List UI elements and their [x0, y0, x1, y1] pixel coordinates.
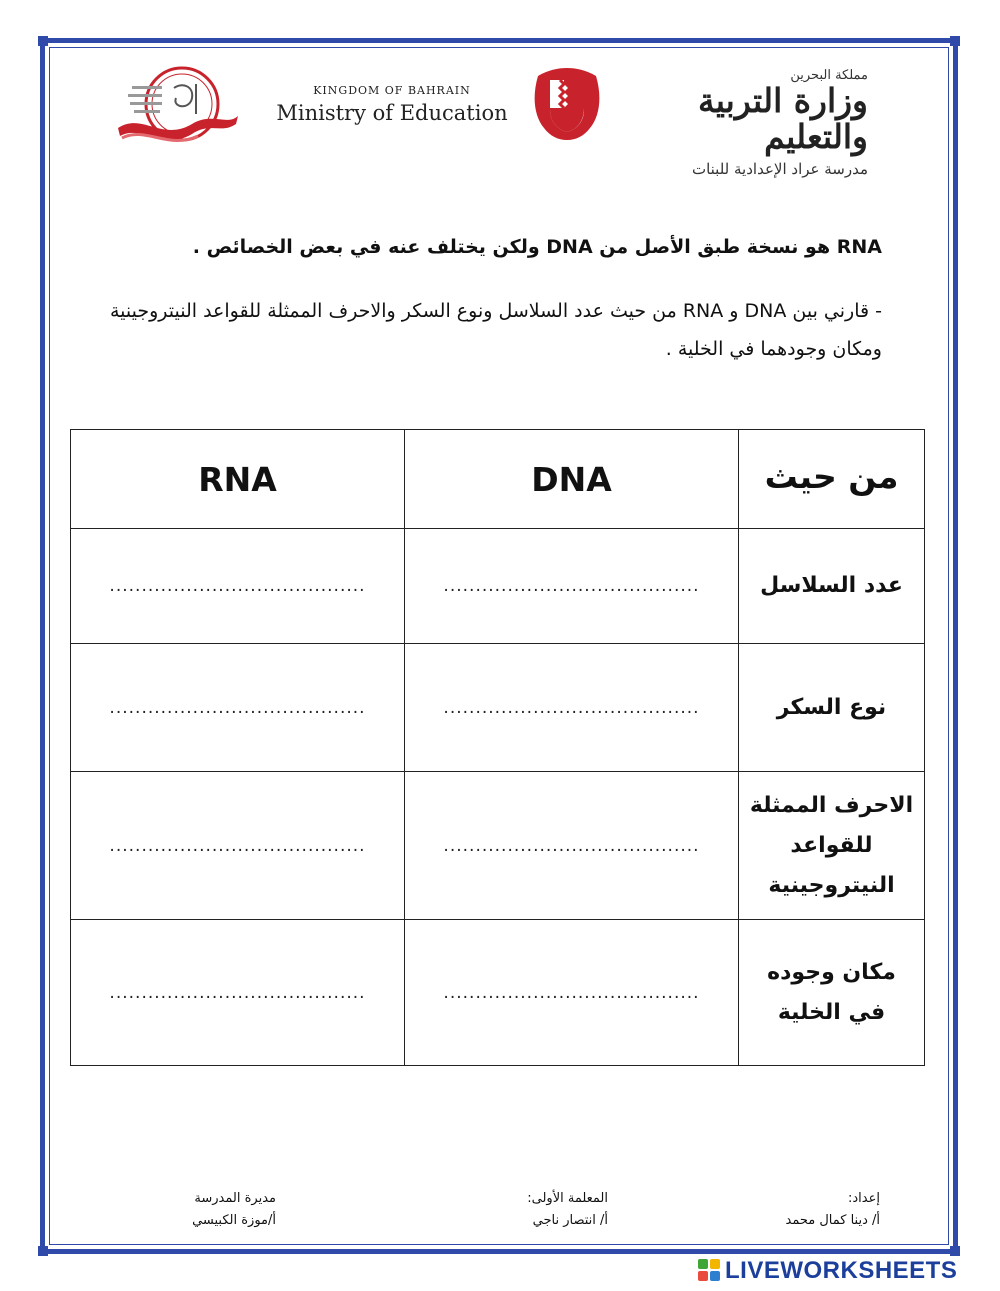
table-row [71, 644, 925, 772]
principal-label: مديرة المدرسة [194, 1191, 276, 1206]
answer-blank[interactable]: ........................................ [443, 697, 700, 718]
frame-corner [950, 1246, 960, 1256]
answer-blank[interactable]: ........................................ [443, 982, 700, 1003]
header-criterion-label: من حيث [764, 456, 899, 496]
bahrain-emblem-icon [530, 66, 604, 142]
prepared-label: إعداد: [848, 1191, 880, 1206]
table-row [71, 920, 925, 1066]
kingdom-label-ar: مملكة البحرين [790, 68, 868, 83]
row-criterion: نوع السكر [739, 644, 925, 772]
rna-answer-field[interactable] [71, 772, 405, 920]
ministry-label-en: Ministry of Education [276, 101, 508, 125]
frame-corner [38, 36, 48, 46]
ministry-title-en [272, 84, 512, 125]
answer-blank[interactable]: ........................................ [109, 982, 366, 1003]
rna-answer-field[interactable] [71, 920, 405, 1066]
answer-blank[interactable]: ........................................ [109, 576, 366, 596]
brand-text: LIVEWORKSHEETS [725, 1257, 958, 1284]
table-row [71, 529, 925, 644]
header-dna-label: DNA [531, 459, 612, 499]
header-rna [71, 430, 405, 529]
rna-answer-field[interactable] [71, 529, 405, 644]
row-criterion: مكان وجوده في الخلية [739, 920, 925, 1066]
dna-answer-field[interactable] [405, 529, 739, 644]
footer-first-teacher [408, 1188, 608, 1232]
intro-statement: RNA هو نسخة طبق الأصل من DNA ولكن يختلف عنه في بعض الخصائص . [192, 236, 882, 258]
liveworksheets-brand[interactable] [697, 1257, 997, 1283]
kingdom-label-en: KINGDOM OF BAHRAIN [313, 84, 471, 97]
prepared-name: أ/ دينا كمال محمد [785, 1213, 880, 1228]
principal-name: أ/موزة الكبيسي [192, 1213, 276, 1228]
footer-principal [76, 1188, 276, 1232]
row-criterion: الاحرف الممثلة للقواعد النيتروجينية [739, 772, 925, 920]
school-logo-icon [112, 64, 242, 154]
table-row [71, 772, 925, 920]
first-teacher-label: المعلمة الأولى: [527, 1191, 608, 1206]
header-criterion [739, 430, 925, 529]
table-header-row [71, 430, 925, 529]
dna-answer-field[interactable] [405, 920, 739, 1066]
header-dna [405, 430, 739, 529]
comparison-table [70, 429, 925, 1066]
row-criterion: عدد السلاسل [739, 529, 925, 644]
school-name-ar: مدرسة عراد الإعدادية للبنات [691, 159, 868, 178]
ministry-label-ar: وزارة التربية والتعليم [698, 81, 868, 157]
answer-blank[interactable]: ........................................ [109, 835, 366, 856]
liveworksheets-logo-icon [697, 1258, 721, 1282]
ministry-title-ar [618, 68, 868, 178]
dna-answer-field[interactable] [405, 644, 739, 772]
intro-instruction: - قارني بين DNA و RNA من حيث عدد السلاسل ونوع السكر والاحرف الممثلة للقواعد النيتروجينية ومكان وجودهما في الخلية . [109, 300, 882, 360]
answer-blank[interactable]: ........................................ [443, 576, 700, 596]
answer-blank[interactable]: ........................................ [109, 697, 366, 718]
first-teacher-name: أ/ انتصار ناجي [532, 1213, 608, 1228]
frame-corner [38, 1246, 48, 1256]
header-rna-label: RNA [198, 459, 277, 499]
rna-answer-field[interactable] [71, 644, 405, 772]
frame-corner [950, 36, 960, 46]
answer-blank[interactable]: ........................................ [443, 835, 700, 856]
footer-prepared-by [680, 1188, 880, 1232]
dna-answer-field[interactable] [405, 772, 739, 920]
